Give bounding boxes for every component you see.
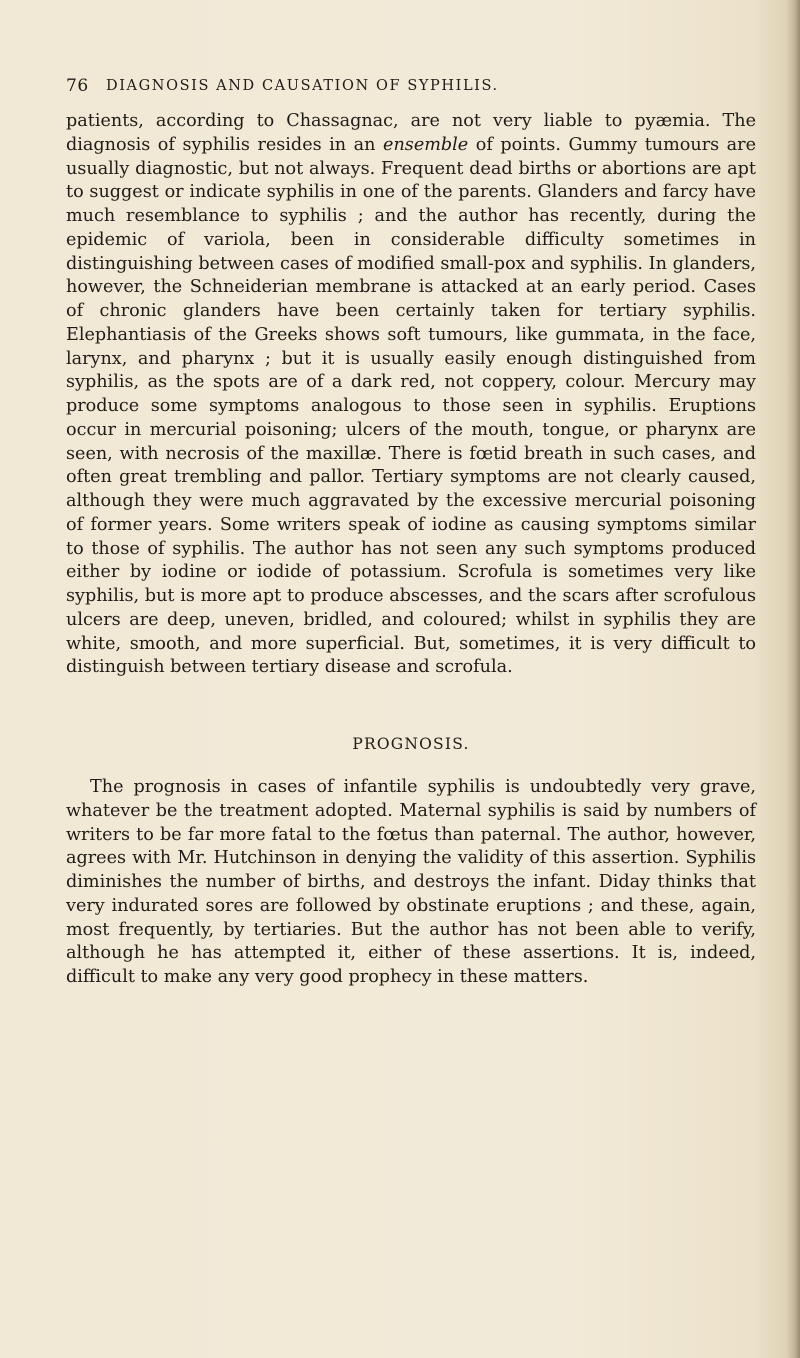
paragraph-diagnosis [66,110,756,680]
italic-term-ensemble: ensemble [383,134,469,155]
running-head: DIAGNOSIS AND CAUSATION OF SYPHILIS. [106,78,499,94]
paragraph-diagnosis-rest: of points. Gummy tumours are usually diagnostic, but not always. Frequent dead births or abortions are apt to suggest or indicate syphilis in one of the parents. Glanders and farcy have much resemblance to syphilis ; and the author has recently, during the epidemic of variola, been in considerable difficulty sometimes in distinguishing between cases of modified small-pox and syphilis. In glanders, however, the Schneiderian membrane is attacked at an early period. Cases of chronic glanders have been certainly taken for tertiary syphilis. Elephantiasis of the Greeks shows soft tumours, like gummata, in the face, larynx, and pharynx ; but it is usually easily enough distinguished from syphilis, as the spots are of a dark red, not coppery, colour. Mercury may produce some symptoms analogous to those seen in syphilis. Eruptions occur in mercurial poisoning; ulcers of the mouth, tongue, or pharynx are seen, with necrosis of the maxillæ. There is fœtid breath in such cases, and often great trembling and pallor. Tertiary symptoms are not clearly caused, although they were much aggravated by the excessive mercurial poisoning of former years. Some writers speak of iodine as causing symptoms similar to those of syphilis. The author has not seen any such symptoms produced either by iodine or iodide of potassium. Scrofula is sometimes very like syphilis, but is more apt to produce abscesses, and the scars after scrofulous ulcers are deep, uneven, bridled, and coloured; whilst in syphilis they are white, smooth, and more superficial. But, sometimes, it is very difficult to distinguish between tertiary disease and scrofula. [66,134,756,678]
page-edge-shadow [786,0,800,1358]
section-heading-prognosis: PROGNOSIS. [352,735,470,753]
paragraph-diagnosis-start: patients, according to Chassagnac, are not very liable to pyæmia. The diagnosis of syphilis resides in an [66,111,756,155]
page-header [66,76,756,104]
body-text [66,110,756,990]
page-number: 76 [66,76,89,96]
paragraph-prognosis: The prognosis in cases of infantile syphilis is undoubtedly very grave, whatever be the treatment adopted. Maternal syphilis is said by numbers of writers to be far more fatal to the fœtus than paternal. The author, however, agrees with Mr. Hutchinson in denying the validity of this assertion. Syphilis diminishes the number of births, and destroys the infant. Diday thinks that very indurated sores are followed by obstinate eruptions ; and these, again, most frequently, by tertiaries. But the author has not been able to verify, although he has attempted it, either of these assertions. It is, indeed, difficult to make any very good prophecy in these matters. [66,777,756,987]
